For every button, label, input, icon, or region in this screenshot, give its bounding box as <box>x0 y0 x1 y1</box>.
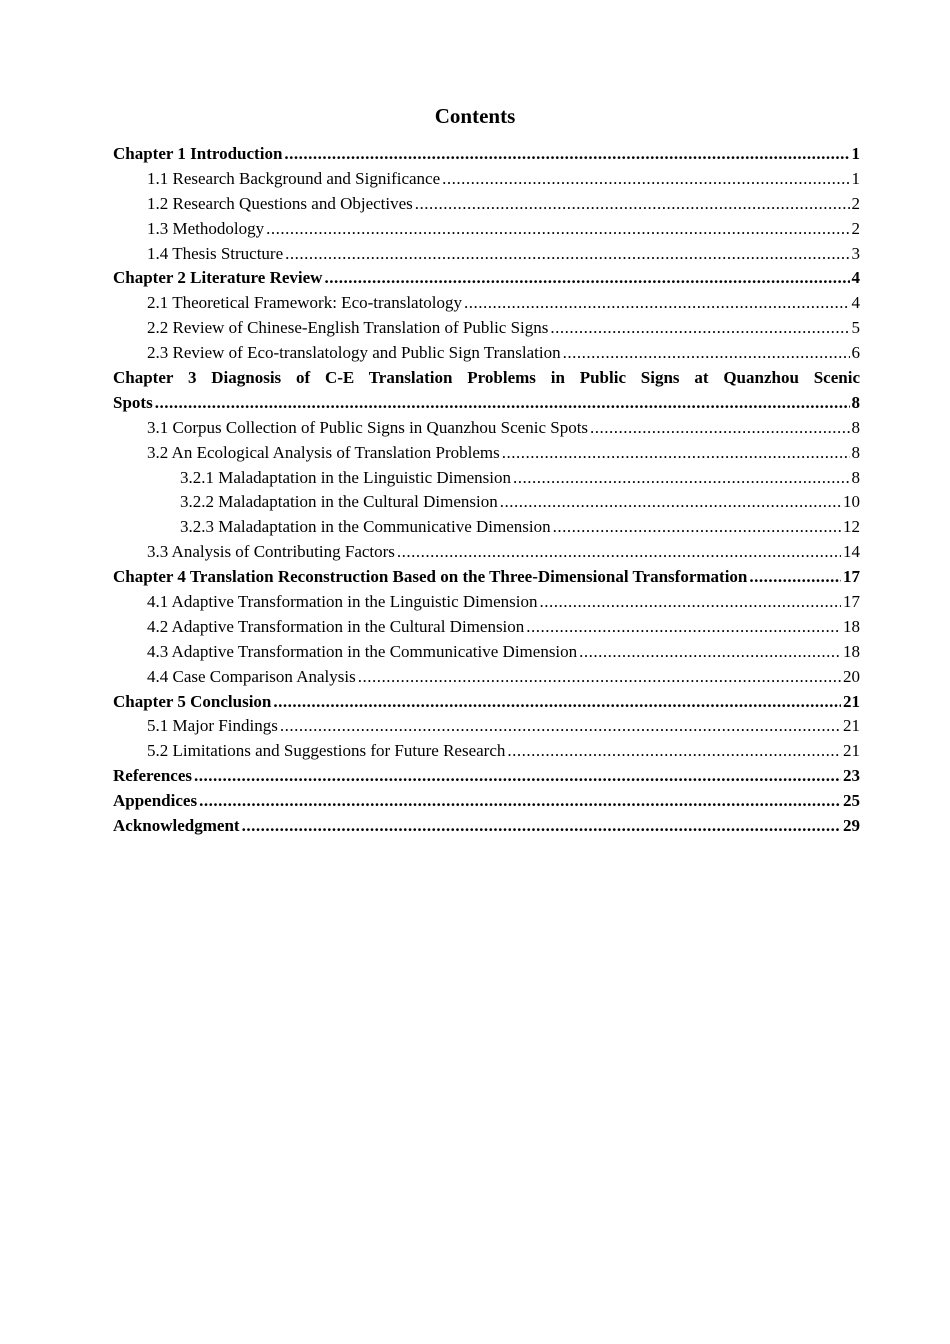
toc-entry-label: 1.4 Thesis Structure <box>147 243 284 263</box>
dot-leader <box>266 217 849 242</box>
dot-leader <box>500 490 841 515</box>
toc-page-number: 10 <box>843 492 860 512</box>
toc-entry-label: 3.2.1 Maladaptation in the Linguistic Dimension <box>180 467 511 487</box>
dot-leader <box>442 167 849 192</box>
toc-entry[interactable] <box>113 590 860 615</box>
toc-entry[interactable] <box>113 714 860 739</box>
toc-entry[interactable] <box>113 490 860 515</box>
toc-entry-label-line1: Chapter 3 Diagnosis of C-E Translation Problems in Public Signs at Quanzhou Scenic <box>113 368 860 388</box>
dot-leader <box>194 764 841 789</box>
toc-entry-label: Chapter 2 Literature Review <box>113 268 323 288</box>
dot-leader <box>358 665 841 690</box>
toc-page-number: 23 <box>843 766 860 786</box>
toc-entry-label: 3.1 Corpus Collection of Public Signs in Quanzhou Scenic Spots <box>147 417 589 437</box>
toc-page-number: 25 <box>843 791 860 811</box>
toc-entry[interactable] <box>113 789 860 814</box>
toc-page-number: 8 <box>851 442 860 462</box>
dot-leader <box>540 590 841 615</box>
toc-entry[interactable] <box>113 640 860 665</box>
dot-leader <box>415 192 850 217</box>
toc-page-number: 3 <box>851 243 860 263</box>
toc-entry-label: Acknowledgment <box>113 816 240 836</box>
toc-entry[interactable] <box>113 441 860 466</box>
toc-page-number: 8 <box>851 417 860 437</box>
dot-leader <box>526 615 841 640</box>
toc-entry-label: 4.1 Adaptive Transformation in the Linguistic Dimension <box>147 592 538 612</box>
dot-leader <box>242 814 841 839</box>
toc-page-number: 29 <box>843 816 860 836</box>
dot-leader <box>285 242 849 267</box>
toc-entry-label: 2.3 Review of Eco-translatology and Public Sign Translation <box>147 343 561 363</box>
toc-page-number: 12 <box>843 517 860 537</box>
toc-page-number: 21 <box>843 691 860 711</box>
toc-entry[interactable] <box>113 142 860 167</box>
toc-page-number: 17 <box>843 592 860 612</box>
page-title: Contents <box>434 104 516 128</box>
toc-entry-label: 3.2 An Ecological Analysis of Translation Problems <box>147 442 500 462</box>
toc-entry-label: 2.2 Review of Chinese-English Translation of Public Signs <box>147 318 549 338</box>
toc-entry-label: Chapter 1 Introduction <box>113 144 283 163</box>
toc-entry[interactable] <box>113 416 860 441</box>
toc-page-number: 5 <box>851 318 860 338</box>
toc-entry-label: 3.3 Analysis of Contributing Factors <box>147 542 395 562</box>
dot-leader <box>284 142 849 167</box>
toc-entry[interactable] <box>113 366 860 416</box>
dot-leader <box>155 391 850 416</box>
toc-entry[interactable] <box>113 266 860 291</box>
toc-entry[interactable] <box>113 291 860 316</box>
toc-entry-label: 4.4 Case Comparison Analysis <box>147 666 356 686</box>
toc-entry-continuation <box>113 391 860 416</box>
toc-entry-label: 2.1 Theoretical Framework: Eco-translatology <box>147 293 463 313</box>
toc-entry-label: 1.3 Methodology <box>147 218 265 238</box>
dot-leader <box>590 416 849 441</box>
dot-leader <box>579 640 841 665</box>
toc-page-number: 20 <box>843 666 860 686</box>
toc-page-number: 1 <box>851 168 860 188</box>
toc-entry[interactable] <box>113 466 860 491</box>
toc-entry[interactable] <box>113 242 860 267</box>
toc-entry[interactable] <box>113 192 860 217</box>
toc-page-number: 4 <box>851 268 860 288</box>
toc-entry-label: 1.1 Research Background and Significance <box>147 168 441 188</box>
toc-entry-label-line2: Spots <box>113 392 153 412</box>
toc-page-number: 6 <box>851 343 860 363</box>
toc-entry[interactable] <box>113 665 860 690</box>
toc-entry-label: 3.2.3 Maladaptation in the Communicative Dimension <box>180 517 551 537</box>
toc-page-number: 21 <box>843 716 860 736</box>
dot-leader <box>507 739 841 764</box>
dot-leader <box>199 789 841 814</box>
toc-page-number: 4 <box>851 293 860 313</box>
toc-page-number: 17 <box>843 567 860 587</box>
dot-leader <box>563 341 850 366</box>
table-of-contents <box>113 142 860 839</box>
toc-entry[interactable] <box>113 316 860 341</box>
toc-entry-label: 4.2 Adaptive Transformation in the Cultural Dimension <box>147 616 525 636</box>
toc-page-number: 8 <box>851 467 860 487</box>
dot-leader <box>464 291 849 316</box>
toc-page-number: 2 <box>851 218 860 238</box>
toc-entry[interactable] <box>113 814 860 839</box>
toc-entry[interactable] <box>113 515 860 540</box>
dot-leader <box>324 266 849 291</box>
toc-entry[interactable] <box>113 690 860 715</box>
toc-page-number: 18 <box>843 641 860 661</box>
toc-entry-label: Chapter 4 Translation Reconstruction Based on the Three-Dimensional Transformation <box>113 567 748 587</box>
toc-entry-label: 4.3 Adaptive Transformation in the Communicative Dimension <box>147 641 578 661</box>
toc-entry[interactable] <box>113 540 860 565</box>
toc-entry-label: Chapter 5 Conclusion <box>113 691 272 711</box>
toc-page-number: 14 <box>843 542 860 562</box>
dot-leader <box>280 714 841 739</box>
toc-entry[interactable] <box>113 764 860 789</box>
toc-entry[interactable] <box>113 565 860 590</box>
dot-leader <box>749 565 841 590</box>
toc-entry-label: Appendices <box>113 791 198 811</box>
dot-leader <box>397 540 841 565</box>
toc-entry[interactable] <box>113 217 860 242</box>
dot-leader <box>550 316 849 341</box>
toc-page-number: 2 <box>851 193 860 213</box>
dot-leader <box>513 466 850 491</box>
dot-leader <box>553 515 841 540</box>
toc-entry-label: 1.2 Research Questions and Objectives <box>147 193 413 213</box>
toc-page-number: 1 <box>851 144 860 163</box>
dot-leader <box>502 441 850 466</box>
toc-entry-label: 5.1 Major Findings <box>147 716 278 736</box>
toc-entry-label: 5.2 Limitations and Suggestions for Future Research <box>147 741 506 761</box>
toc-page-number: 8 <box>851 392 860 412</box>
toc-entry-label: References <box>113 766 192 786</box>
toc-page-number: 18 <box>843 616 860 636</box>
toc-entry[interactable] <box>113 739 860 764</box>
dot-leader <box>273 690 841 715</box>
toc-entry[interactable] <box>113 615 860 640</box>
toc-entry[interactable] <box>113 167 860 192</box>
toc-entry[interactable] <box>113 341 860 366</box>
toc-page-number: 21 <box>843 741 860 761</box>
toc-entry-label: 3.2.2 Maladaptation in the Cultural Dimension <box>180 492 498 512</box>
